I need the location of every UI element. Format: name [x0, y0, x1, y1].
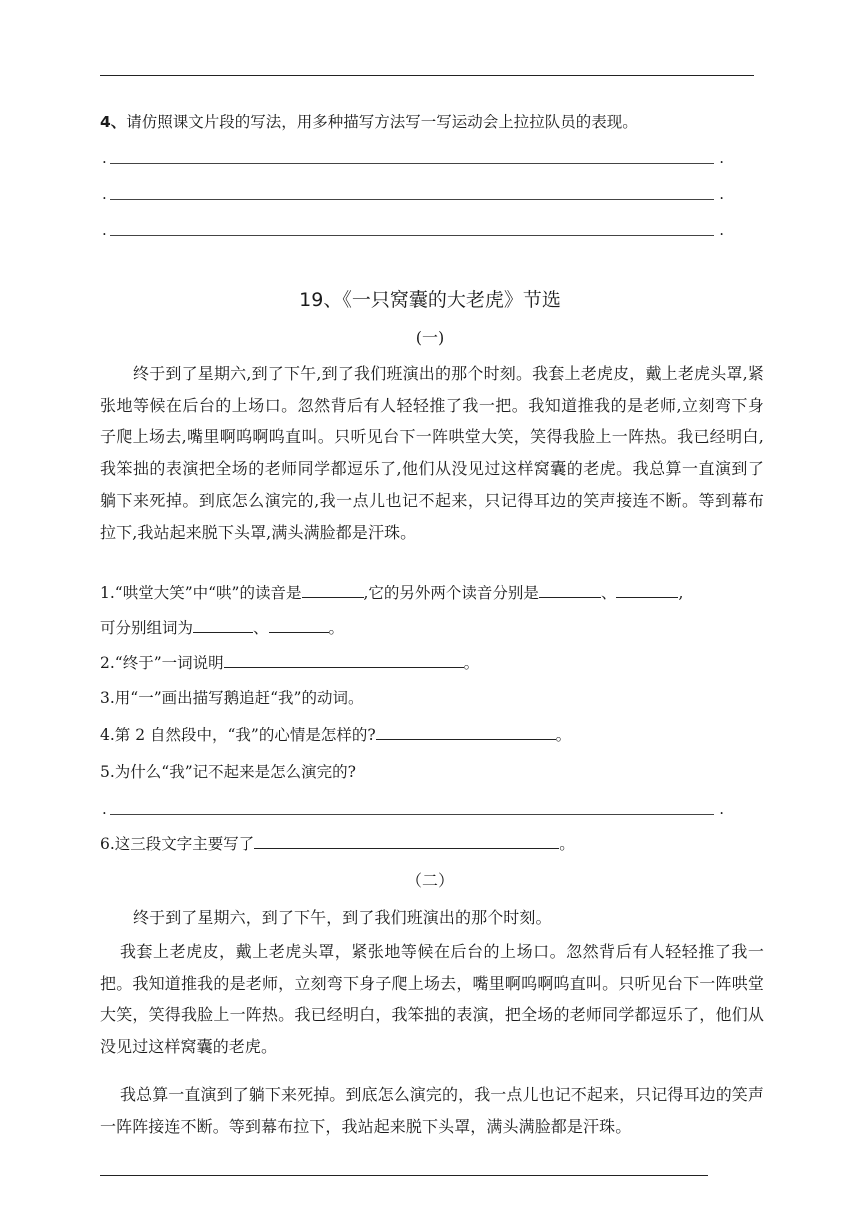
part-1-heading: (一): [415, 328, 445, 347]
answer-line-3[interactable]: . .: [102, 221, 724, 239]
blank-3[interactable]: [616, 583, 678, 598]
answer-line-2[interactable]: . .: [102, 185, 724, 203]
blank-7[interactable]: [376, 725, 556, 740]
question-4: [100, 112, 638, 132]
question-2: 2.“终于”一词说明 。: [100, 654, 480, 672]
part-2-paragraph-1: 终于到了星期六，到了下午，到了我们班演出的那个时刻。: [133, 908, 552, 927]
blank-6[interactable]: [224, 653, 464, 668]
part-2-paragraph-3: 我总算一直演到了躺下来死掉。到底怎么演完的，我一点儿也记不起来，只记得耳边的笑声一阵阵接连不断。等到幕布拉下，我站起来脱下头罩，满头满脸都是汗珠。: [100, 1085, 765, 1136]
part-2-heading: （二）: [405, 871, 454, 890]
blank-4[interactable]: [193, 618, 253, 633]
question-4-text: 请仿照课文片段的写法，用多种描写方法写一写运动会上拉拉队员的表现。: [126, 113, 638, 131]
blank-2[interactable]: [539, 583, 601, 598]
question-6: 6.这三段文字主要写了 。: [100, 835, 575, 853]
part-1-passage: 终于到了星期六,到了下午,到了我们班演出的那个时刻。我套上老虎皮，戴上老虎头罩,紧张地等候在后台的上场口。忽然背后有人轻轻推了我一把。我知道推我的是老师,立刻弯下身子爬上场去,嘴里啊呜啊呜直叫。只听见台下一阵哄堂大笑，笑得我脸上一阵热。我已经明白,我笨拙的表演把全场的老师同学都逗乐了,他们从没见过这样窝囊的老虎。我总算一直演到了躺下来死掉。到底怎么演完的,我一点儿也记不起来，只记得耳边的笑声接连不断。等到幕布拉下,我站起来脱下头罩,满头满脸都是汗珠。: [100, 364, 764, 542]
part-2-paragraph-2: 我套上老虎皮，戴上老虎头罩，紧张地等候在后台的上场口。忽然背后有人轻轻推了我一把。我知道推我的是老师，立刻弯下身子爬上场去，嘴里啊呜啊呜直叫。只听见台下一阵哄堂大笑，笑得我脸上一阵热。我已经明白，我笨拙的表演，把全场的老师同学都逗乐了，他们从没见过这样窝囊的老虎。: [100, 942, 764, 1057]
bottom-divider: [100, 1175, 708, 1176]
section-title: 19、《一只窝囊的大老虎》节选: [299, 289, 561, 311]
top-divider: [100, 75, 754, 76]
question-5: 5.为什么“我”记不起来是怎么演完的?: [100, 763, 356, 781]
question-1-line-2: 可分别组词为 、 。: [100, 619, 345, 637]
blank-5[interactable]: [269, 618, 329, 633]
answer-line-q5[interactable]: . .: [102, 800, 724, 818]
blank-1[interactable]: [302, 583, 364, 598]
answer-line-1[interactable]: . .: [102, 149, 724, 167]
question-4-number: 4、: [100, 113, 127, 131]
question-3: 3.用“一”画出描写鹅追赶“我”的动词。: [100, 689, 364, 707]
question-4-part1: 4.第 2 自然段中，“我”的心情是怎样的? 。: [100, 726, 572, 744]
blank-8[interactable]: [254, 834, 559, 849]
question-1: 1.“哄堂大笑”中“哄”的读音是 ,它的另外两个读音分别是 、 ,: [100, 584, 684, 602]
